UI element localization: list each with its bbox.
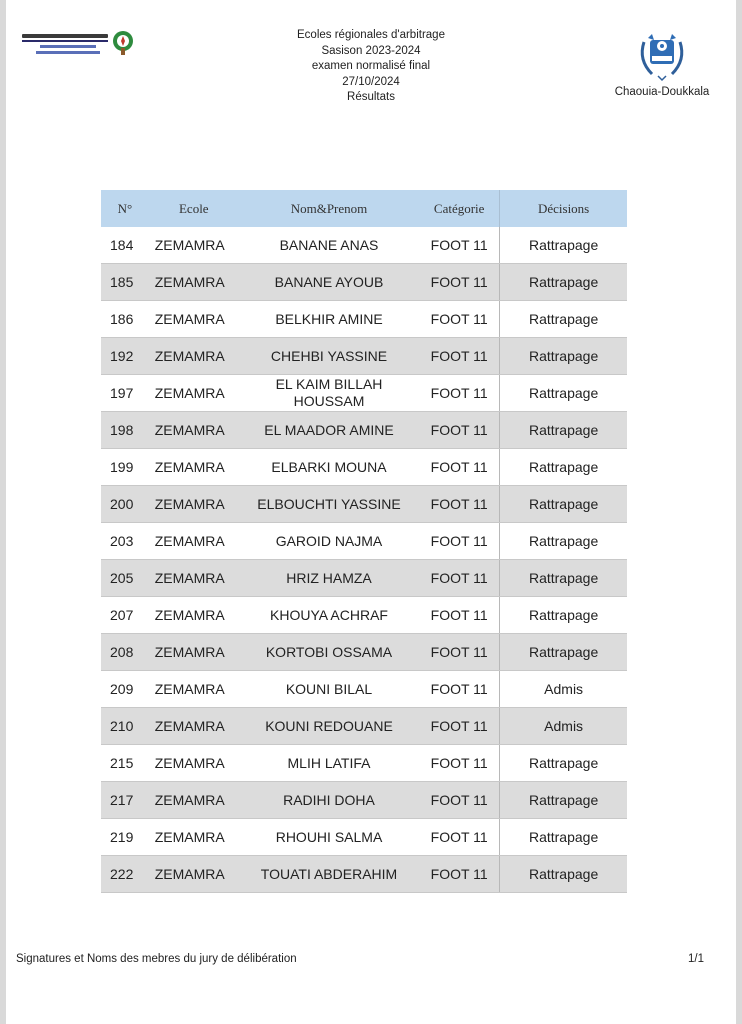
cell-name: CHEHBI YASSINE [239, 338, 419, 375]
column-header-number: N° [101, 190, 149, 227]
cell-number: 219 [101, 819, 149, 856]
document-header [236, 28, 506, 106]
table-row [101, 264, 627, 301]
cell-categorie: FOOT 11 [419, 412, 500, 449]
cell-decision: Rattrapage [500, 856, 627, 893]
cell-ecole: ZEMAMRA [149, 782, 239, 819]
cell-name: HRIZ HAMZA [239, 560, 419, 597]
cell-categorie: FOOT 11 [419, 819, 500, 856]
cell-categorie: FOOT 11 [419, 671, 500, 708]
cell-name: BELKHIR AMINE [239, 301, 419, 338]
cell-ecole: ZEMAMRA [149, 856, 239, 893]
column-header-name: Nom&Prenom [239, 190, 419, 227]
cell-categorie: FOOT 11 [419, 597, 500, 634]
table-row [101, 449, 627, 486]
table-row [101, 597, 627, 634]
table-header-row [101, 190, 627, 227]
jury-signatures-label: Signatures et Noms des mebres du jury de délibération [16, 953, 297, 965]
cell-decision: Admis [500, 671, 627, 708]
frmf-logo [18, 30, 138, 62]
cell-categorie: FOOT 11 [419, 523, 500, 560]
cell-decision: Rattrapage [500, 375, 627, 412]
table-row [101, 486, 627, 523]
cell-decision: Rattrapage [500, 449, 627, 486]
cell-ecole: ZEMAMRA [149, 597, 239, 634]
header-line-results: Résultats [347, 91, 395, 103]
table-row [101, 523, 627, 560]
cell-number: 209 [101, 671, 149, 708]
cell-name: ELBARKI MOUNA [239, 449, 419, 486]
table-row [101, 375, 627, 412]
cell-decision: Rattrapage [500, 338, 627, 375]
cell-number: 222 [101, 856, 149, 893]
header-line-title: Ecoles régionales d'arbitrage [297, 29, 445, 41]
cell-name: GAROID NAJMA [239, 523, 419, 560]
league-name: Chaouia-Doukkala [614, 86, 710, 98]
cell-decision: Rattrapage [500, 597, 627, 634]
column-header-ecole: Ecole [149, 190, 239, 227]
cell-categorie: FOOT 11 [419, 264, 500, 301]
table-row [101, 560, 627, 597]
header-line-exam: examen normalisé final [311, 60, 431, 72]
table-row [101, 634, 627, 671]
cell-ecole: ZEMAMRA [149, 745, 239, 782]
cell-decision: Rattrapage [500, 819, 627, 856]
page-number: 1/1 [688, 953, 704, 965]
table-row [101, 745, 627, 782]
column-header-categorie: Catégorie [419, 190, 500, 227]
results-table [101, 190, 627, 893]
cell-name: EL KAIM BILLAH HOUSSAM [239, 375, 419, 412]
cell-ecole: ZEMAMRA [149, 264, 239, 301]
cell-categorie: FOOT 11 [419, 634, 500, 671]
cell-ecole: ZEMAMRA [149, 671, 239, 708]
cell-ecole: ZEMAMRA [149, 634, 239, 671]
cell-number: 203 [101, 523, 149, 560]
cell-decision: Rattrapage [500, 560, 627, 597]
cell-number: 199 [101, 449, 149, 486]
cell-name: KORTOBI OSSAMA [239, 634, 419, 671]
cell-ecole: ZEMAMRA [149, 301, 239, 338]
cell-categorie: FOOT 11 [419, 782, 500, 819]
cell-number: 210 [101, 708, 149, 745]
cell-ecole: ZEMAMRA [149, 227, 239, 264]
cell-number: 217 [101, 782, 149, 819]
cell-decision: Rattrapage [500, 745, 627, 782]
chaouia-doukkala-logo [602, 30, 722, 98]
cell-number: 215 [101, 745, 149, 782]
cell-categorie: FOOT 11 [419, 301, 500, 338]
cell-decision: Rattrapage [500, 301, 627, 338]
table-row [101, 412, 627, 449]
frmf-logo-text [18, 30, 110, 54]
table-row [101, 819, 627, 856]
table-row [101, 338, 627, 375]
cell-categorie: FOOT 11 [419, 708, 500, 745]
cell-decision: Rattrapage [500, 523, 627, 560]
table-row [101, 227, 627, 264]
cell-decision: Rattrapage [500, 264, 627, 301]
cell-categorie: FOOT 11 [419, 745, 500, 782]
cell-number: 200 [101, 486, 149, 523]
cell-number: 198 [101, 412, 149, 449]
table-row [101, 671, 627, 708]
cell-ecole: ZEMAMRA [149, 375, 239, 412]
cell-number: 185 [101, 264, 149, 301]
cell-number: 208 [101, 634, 149, 671]
cell-name: KOUNI REDOUANE [239, 708, 419, 745]
cell-name: BANANE AYOUB [239, 264, 419, 301]
laurel-crest-icon [634, 30, 690, 82]
cell-categorie: FOOT 11 [419, 227, 500, 264]
cell-categorie: FOOT 11 [419, 449, 500, 486]
table-row [101, 301, 627, 338]
table-row [101, 782, 627, 819]
cell-name: ELBOUCHTI YASSINE [239, 486, 419, 523]
cell-number: 207 [101, 597, 149, 634]
cell-name: RHOUHI SALMA [239, 819, 419, 856]
cell-name: KOUNI BILAL [239, 671, 419, 708]
cell-decision: Rattrapage [500, 412, 627, 449]
cell-name: RADIHI DOHA [239, 782, 419, 819]
frmf-emblem-icon [112, 30, 134, 56]
cell-decision: Rattrapage [500, 782, 627, 819]
cell-decision: Rattrapage [500, 634, 627, 671]
cell-ecole: ZEMAMRA [149, 412, 239, 449]
header-line-season: Sasison 2023-2024 [321, 44, 421, 57]
cell-name: BANANE ANAS [239, 227, 419, 264]
cell-categorie: FOOT 11 [419, 856, 500, 893]
cell-ecole: ZEMAMRA [149, 523, 239, 560]
cell-name: MLIH LATIFA [239, 745, 419, 782]
cell-ecole: ZEMAMRA [149, 338, 239, 375]
table-row [101, 856, 627, 893]
cell-categorie: FOOT 11 [419, 338, 500, 375]
cell-categorie: FOOT 11 [419, 486, 500, 523]
cell-decision: Rattrapage [500, 486, 627, 523]
cell-name: EL MAADOR AMINE [239, 412, 419, 449]
cell-categorie: FOOT 11 [419, 375, 500, 412]
cell-name: TOUATI ABDERAHIM [239, 856, 419, 893]
cell-number: 186 [101, 301, 149, 338]
table-row [101, 708, 627, 745]
cell-number: 192 [101, 338, 149, 375]
cell-number: 205 [101, 560, 149, 597]
cell-number: 197 [101, 375, 149, 412]
cell-ecole: ZEMAMRA [149, 560, 239, 597]
cell-categorie: FOOT 11 [419, 560, 500, 597]
cell-decision: Admis [500, 708, 627, 745]
cell-ecole: ZEMAMRA [149, 819, 239, 856]
header-line-date: 27/10/2024 [342, 75, 400, 88]
cell-number: 184 [101, 227, 149, 264]
document-page [6, 0, 736, 1024]
cell-ecole: ZEMAMRA [149, 449, 239, 486]
cell-decision: Rattrapage [500, 227, 627, 264]
cell-name: KHOUYA ACHRAF [239, 597, 419, 634]
cell-ecole: ZEMAMRA [149, 708, 239, 745]
cell-ecole: ZEMAMRA [149, 486, 239, 523]
column-header-decisions: Décisions [500, 190, 627, 227]
